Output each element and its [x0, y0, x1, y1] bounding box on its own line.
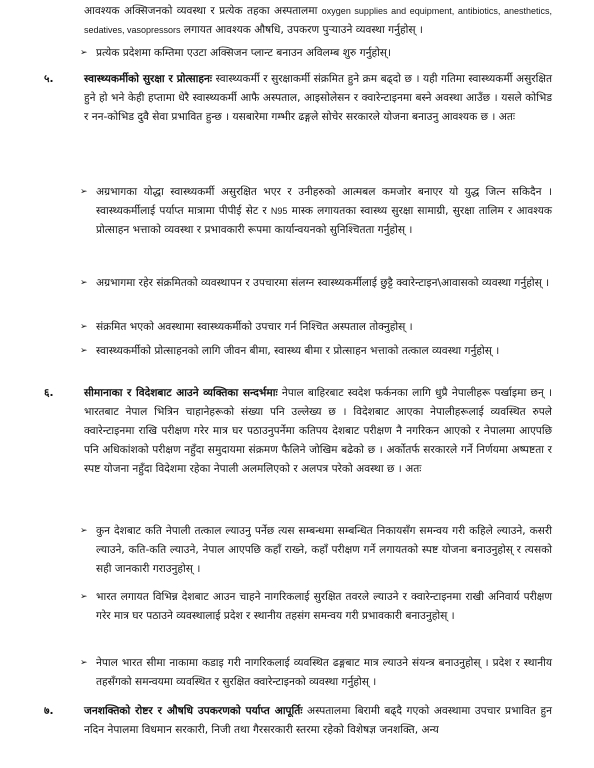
bullet-arrow-icon: ➢: [80, 48, 88, 58]
section-5-bullet-1-n95: N95: [270, 206, 288, 216]
intro-paragraph: [0, 2, 594, 40]
section-5-bullet-2-text: अग्रभागमा रहेर संक्रमितको व्यवस्थापन र उपचारमा संलग्न स्वास्थ्यकर्मीलाई छुट्टै क्वारेन्टाइन\आवासको व्यवस्था गर्नुहोस् ।: [96, 277, 550, 289]
section-6-number: ६.: [44, 387, 54, 399]
section-5-paragraph: [0, 70, 594, 127]
bullet-arrow-icon: ➢: [80, 658, 88, 668]
intro-text-start: आवश्यक अक्सिजनको व्यवस्था र प्रत्येक तहका अस्पतालमा: [84, 5, 322, 17]
section-6-body: नेपाल बाहिरबाट स्वदेश फर्कनका लागि धुप्रै नेपालीहरू पर्खाइमा छन् । भारतबाट नेपाल भित्रिन चाहानेहरूको संख्या पनि उल्लेख्य छ । विदेशबाट आएका नेपालीहरूलाई व्यवस्थित रुपले क्वारेन्टाइनमा राखि परीक्षण गरेर मात्र घर पठाउनुपर्नेमा कतिपय देशबाट परीक्षण नै नगरिकन आएको र नेपालमा आएपछि पनि अधिकांशको परीक्षण नहुँदा समुदायमा संक्रमण फैलिने जोखिम बढेको छ । अर्कोतर्फ सरकारले गर्ने निर्णयमा अष्पष्टता र स्पष्ट योजना नहुँदा विदेशमा रहेका नेपाली अलमलिएको र अलपत्र परेको अवस्था छ । अतः: [84, 387, 553, 475]
bullet-arrow-icon: ➢: [80, 592, 88, 602]
section-5-bullet-3: [0, 318, 594, 337]
section-5-bullet-1-text-start: अग्रभागका योद्धा स्वास्थ्यकर्मी असुरक्षित भएर र उनीहरुको आत्मबल कमजोर बनाएर यो युद्ध जित्न सकिदैन । स्वास्थ्यकर्मीलाई पर्याप्त मात्रामा पीपीई सेट र: [96, 186, 552, 217]
section-5-heading: स्वास्थ्यकर्मीको सुरक्षा र प्रोत्साहनः: [84, 73, 213, 85]
section-5-bullet-2: [0, 274, 594, 293]
section-5-body: स्वास्थ्यकर्मी र सुरक्षाकर्मी संक्रमित हुने क्रम बढ्दो छ । यही गतिमा स्वास्थ्यकर्मी असुरक्षित हुने हो भने केही हप्तामा धेरै स्वास्थ्यकर्मी आफै अस्पताल, आइसोलेसन र क्वारेन्टाइनमा बस्ने अवस्था आउँछ । यसले कोभिड र नन-कोभिड दुवै सेवा प्रभावित हुन्छ । यसबारेमा गम्भीर ढङ्गले सोचेर सरकारले योजना बनाउनु आवश्यक छ । अतः: [84, 73, 552, 123]
bullet-arrow-icon: ➢: [80, 278, 88, 288]
intro-text-end: लगायत आवश्यक औषधि, उपकरण पुर्‍याउने व्यवस्था गर्नुहोस् ।: [180, 24, 423, 36]
bullet-arrow-icon: ➢: [80, 526, 88, 536]
section-6-bullet-3-text: नेपाल भारत सीमा नाकामा कडाइ गरी नागरिकलाई व्यवस्थित ढङ्गबाट मात्र ल्याउने संयन्त्र बनाउनुहोस् । प्रदेश र स्थानीय तहसँगको समन्वयमा व्यवस्थित र सुरक्षित क्वारेन्टाइनको व्यवस्था गर्नुहोस् ।: [96, 657, 552, 688]
section-5-bullet-3-text: संक्रमित भएको अवस्थामा स्वास्थ्यकर्मीको उपचार गर्न निश्चित अस्पताल तोक्नुहोस् ।: [96, 321, 413, 333]
section-5-bullet-4-text: स्वास्थ्यकर्मीको प्रोत्साहनको लागि जीवन बीमा, स्वास्थ्य बीमा र प्रोत्साहन भत्ताको तत्काल व्यवस्था गर्नुहोस् ।: [96, 345, 500, 357]
intro-bullet-1: [0, 44, 594, 63]
intro-english-terms: oxygen supplies and equipment, antibiotics, anesthetics, sedatives, vasopressors: [84, 6, 552, 35]
section-7-number: ७.: [44, 705, 54, 717]
section-6-bullet-1: [0, 522, 594, 579]
bullet-arrow-icon: ➢: [80, 322, 88, 332]
bullet-arrow-icon: ➢: [80, 187, 88, 197]
section-6-paragraph: [0, 384, 594, 479]
section-6-bullet-2-text: भारत लगायत विभिन्न देशबाट आउन चाहने नागरिकलाई सुरक्षित तवरले ल्याउने र क्वारेन्टाइनमा राखी अनिवार्य परीक्षण गरेर मात्र घर पठाउने व्यवस्थालाई प्रदेश र स्थानीय तहसंग समन्वय गरी प्रभावकारी बनाउनुहोस् ।: [96, 591, 552, 622]
section-6-bullet-2: [0, 588, 594, 626]
section-7-heading: जनशक्तिको रोष्टर र औषधि उपकरणको पर्याप्त आपूर्तिः: [84, 705, 303, 717]
intro-bullet-1-text: प्रत्येक प्रदेशमा कम्तिमा एउटा अक्सिजन प्लान्ट बनाउन अविलम्ब शुरु गर्नुहोस्।: [96, 47, 391, 59]
section-5-number: ५.: [44, 73, 54, 85]
bullet-arrow-icon: ➢: [80, 346, 88, 356]
section-5-bullet-1-text-end: मास्क लगायतका स्वास्थ्य सुरक्षा सामाग्री, सुरक्षा तालिम र आवश्यक प्रोत्साहन भत्ताको व्यवस्था र प्रभावकारी रूपमा कार्यान्वयनको सुनिश्चितता गर्नुहोस् ।: [96, 205, 552, 236]
section-6-bullet-1-text: कुन देशबाट कति नेपाली तत्काल ल्याउनु पर्नेछ त्यस सम्बन्धमा सम्बन्धित निकायसँग समन्वय गरी कहिले ल्याउने, कसरी ल्याउने, कति-कति ल्याउने, नेपाल आएपछि कहाँ राख्ने, कहाँ परीक्षण गर्ने लगायतको स्पष्ट योजना बनाउनुहोस् र त्यसको सही जानकारी गराउनुहोस् ।: [96, 525, 552, 575]
section-7-paragraph: [0, 702, 594, 740]
section-6-bullet-3: [0, 654, 594, 692]
section-5-bullet-1: [0, 183, 594, 240]
section-7-body: अस्पतालमा बिरामी बढ्दै गएको अवस्थामा उपचार प्रभावित हुन नदिन नेपालमा विधमान सरकारी, निजी तथा गैरसरकारी स्तरमा रहेको विशेषज्ञ जनशक्ति, अन्य: [84, 705, 552, 736]
section-6-heading: सीमानाका र विदेशबाट आउने व्यक्तिका सन्दर्भमाः: [84, 387, 278, 399]
section-5-bullet-4: [0, 342, 594, 361]
